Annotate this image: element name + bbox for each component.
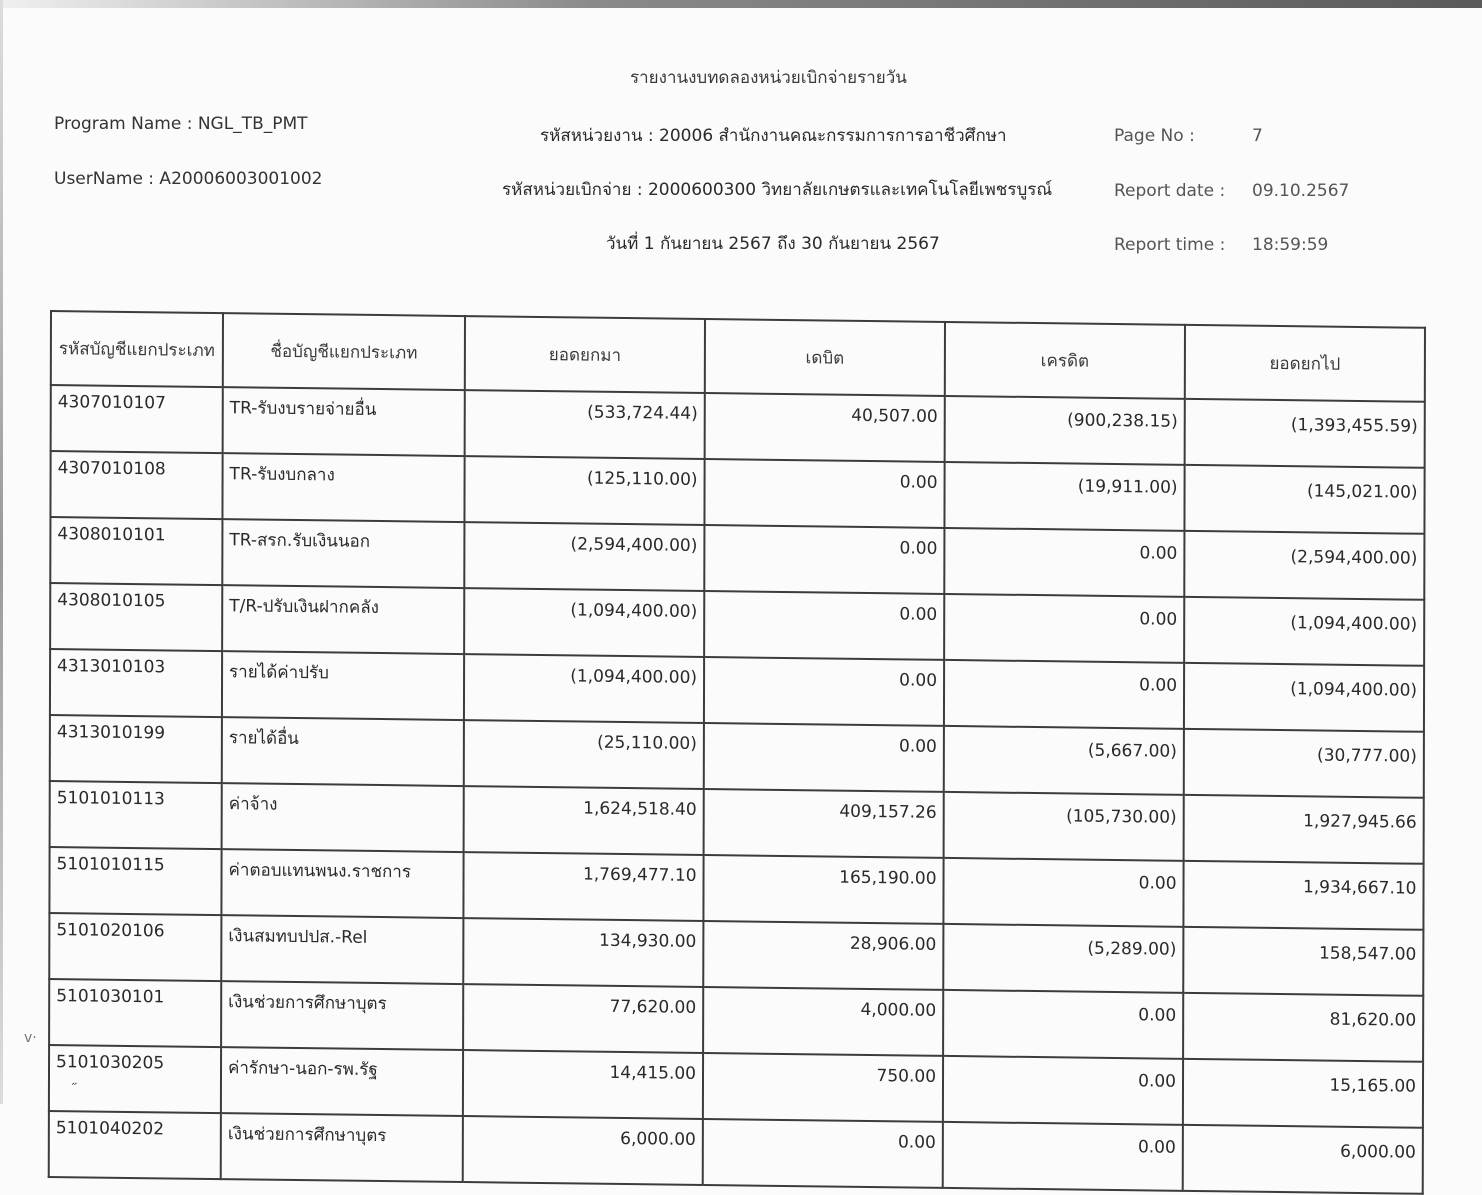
opening-balance: (533,724.44): [465, 390, 705, 459]
credit-amount: (5,289.00): [943, 924, 1183, 993]
account-name: ค่าตอบแทนพนง.ราชการ: [221, 849, 463, 918]
closing-balance: (2,594,400.00): [1184, 531, 1424, 600]
account-code: 4313010103: [50, 649, 222, 717]
account-code: 5101030101: [49, 979, 221, 1047]
header-credit: เครดิต: [945, 322, 1185, 399]
debit-amount: 409,157.26: [704, 789, 944, 858]
opening-balance: (125,110.00): [464, 456, 704, 525]
account-name: เงินสมทบปปส.-Rel: [221, 915, 463, 984]
program-name: Program Name : NGL_TB_PMT: [54, 114, 308, 134]
debit-amount: 0.00: [704, 525, 944, 594]
account-name: ค่าจ้าง: [222, 783, 464, 852]
credit-amount: (900,238.15): [945, 396, 1185, 465]
account-name: T/R-ปรับเงินฝากคลัง: [222, 585, 464, 654]
debit-amount: 0.00: [704, 459, 944, 528]
opening-balance: 1,769,477.10: [463, 852, 703, 921]
opening-balance: 77,620.00: [463, 984, 703, 1053]
account-code: 4313010199: [50, 715, 222, 783]
credit-amount: 0.00: [943, 1122, 1183, 1191]
account-name: รายได้อื่น: [222, 717, 464, 786]
debit-amount: 0.00: [703, 1119, 943, 1188]
report-time-value: 18:59:59: [1252, 235, 1329, 255]
closing-balance: 81,620.00: [1183, 993, 1423, 1062]
debit-amount: 28,906.00: [703, 921, 943, 990]
closing-balance: (1,393,455.59): [1185, 399, 1425, 468]
account-code: 4307010108: [50, 451, 222, 519]
closing-balance: 1,934,667.10: [1183, 861, 1423, 930]
account-code: 4307010107: [51, 385, 223, 453]
account-code: 5101010115: [49, 847, 221, 915]
page-edge-shadow: [0, 0, 1482, 8]
credit-amount: 0.00: [943, 858, 1183, 927]
credit-amount: 0.00: [944, 594, 1184, 663]
debit-amount: 0.00: [704, 657, 944, 726]
credit-amount: 0.00: [943, 990, 1183, 1059]
opening-balance: (1,094,400.00): [464, 588, 704, 657]
closing-balance: (1,094,400.00): [1184, 663, 1424, 732]
header-debit: เดบิต: [705, 319, 945, 396]
account-name: TR-รับงบรายจ่ายอื่น: [223, 387, 465, 456]
debit-amount: 0.00: [704, 723, 944, 792]
page-no-label: Page No :: [1114, 126, 1195, 146]
account-name: เงินช่วยการศึกษาบุตร: [221, 981, 463, 1050]
account-name: TR-สรก.รับเงินนอก: [222, 519, 464, 588]
opening-balance: 6,000.00: [463, 1116, 703, 1185]
credit-amount: 0.00: [944, 528, 1184, 597]
closing-balance: 158,547.00: [1183, 927, 1423, 996]
report-title: รายงานงบทดลองหน่วยเบิกจ่ายรายวัน: [630, 68, 907, 88]
credit-amount: 0.00: [944, 660, 1184, 729]
stray-pen-mark: ˶: [72, 1075, 77, 1091]
account-name: ค่ารักษา-นอก-รพ.รัฐ: [221, 1047, 463, 1116]
credit-amount: (5,667.00): [944, 726, 1184, 795]
account-code: 4308010105: [50, 583, 222, 651]
account-code: 5101030205: [49, 1045, 221, 1113]
report-date-value: 09.10.2567: [1252, 181, 1350, 201]
debit-amount: 4,000.00: [703, 987, 943, 1056]
stray-pen-mark: ⅴ·: [24, 1030, 37, 1046]
account-code: 5101020106: [49, 913, 221, 981]
account-code: 4308010101: [50, 517, 222, 585]
header-opening-balance: ยอดยกมา: [465, 316, 705, 393]
user-name: UserName : A20006003001002: [54, 169, 323, 189]
account-name: รายได้ค่าปรับ: [222, 651, 464, 720]
report-date-label: Report date :: [1114, 181, 1226, 201]
account-name: เงินช่วยการศึกษาบุตร: [221, 1113, 463, 1182]
debit-amount: 40,507.00: [705, 393, 945, 462]
closing-balance: 6,000.00: [1183, 1125, 1423, 1194]
closing-balance: 1,927,945.66: [1184, 795, 1424, 864]
opening-balance: (2,594,400.00): [464, 522, 704, 591]
closing-balance: 15,165.00: [1183, 1059, 1423, 1128]
account-name: TR-รับงบกลาง: [222, 453, 464, 522]
closing-balance: (1,094,400.00): [1184, 597, 1424, 666]
agency-line: รหัสหน่วยงาน : 20006 สำนักงานคณะกรรมการการอาชีวศึกษา: [540, 126, 1007, 146]
credit-amount: 0.00: [943, 1056, 1183, 1125]
account-code: 5101040202: [49, 1111, 221, 1179]
debit-amount: 0.00: [704, 591, 944, 660]
opening-balance: (1,094,400.00): [464, 654, 704, 723]
opening-balance: 1,624,518.40: [464, 786, 704, 855]
header-account-name: ชื่อบัญชีแยกประเภท: [223, 313, 465, 390]
debit-amount: 750.00: [703, 1053, 943, 1122]
account-code: 5101010113: [50, 781, 222, 849]
disbursing-unit-line: รหัสหน่วยเบิกจ่าย : 2000600300 วิทยาลัยเกษตรและเทคโนโลยีเพชรบูรณ์: [502, 180, 1053, 200]
credit-amount: (105,730.00): [944, 792, 1184, 861]
header-account-code: รหัสบัญชีแยกประเภท: [51, 311, 223, 387]
page-no-value: 7: [1252, 126, 1263, 146]
opening-balance: 134,930.00: [463, 918, 703, 987]
trial-balance-table: [48, 310, 1426, 1195]
opening-balance: 14,415.00: [463, 1050, 703, 1119]
date-range-line: วันที่ 1 กันยายน 2567 ถึง 30 กันยายน 2567: [606, 234, 940, 254]
debit-amount: 165,190.00: [703, 855, 943, 924]
opening-balance: (25,110.00): [464, 720, 704, 789]
header-closing-balance: ยอดยกไป: [1185, 325, 1425, 402]
closing-balance: (30,777.00): [1184, 729, 1424, 798]
paper-left-edge: [0, 0, 3, 1104]
closing-balance: (145,021.00): [1184, 465, 1424, 534]
credit-amount: (19,911.00): [944, 462, 1184, 531]
report-time-label: Report time :: [1114, 235, 1226, 255]
